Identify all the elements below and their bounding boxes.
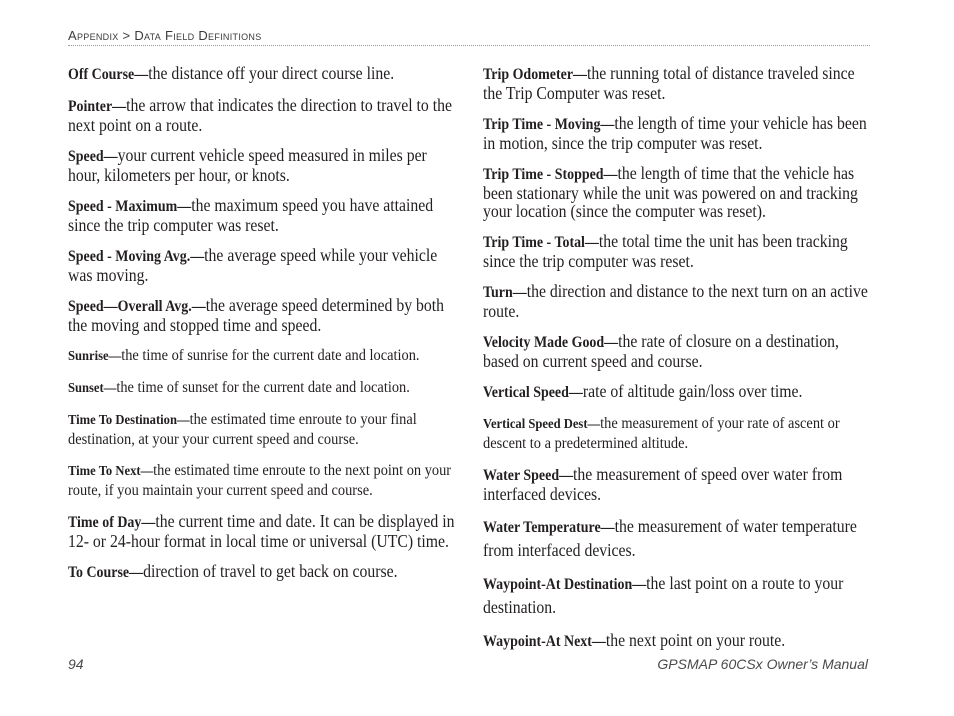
definition-entry — [483, 332, 870, 370]
definition-text: your current vehicle speed measured in miles per hour, kilometers per hour, or knots. — [68, 145, 427, 185]
definition-text: the last point on a route to your destination. — [483, 573, 844, 617]
definition-term: Trip Time - Total— — [483, 234, 599, 251]
definition-entry — [68, 461, 455, 500]
definition-entry — [68, 64, 455, 84]
definition-term: Water Speed— — [483, 467, 574, 484]
definition-term: Off Course— — [68, 66, 149, 83]
definition-text: rate of altitude gain/loss over time. — [582, 381, 803, 401]
page-number: 94 — [68, 656, 84, 672]
definition-text: the direction and distance to the next turn on an active route. — [483, 281, 868, 321]
definition-term: Pointer— — [68, 98, 127, 115]
definition-entry — [483, 572, 870, 619]
definition-entry — [68, 512, 455, 550]
definition-term: Water Temperature— — [483, 519, 615, 536]
definition-entry — [483, 282, 870, 320]
definition-text: the estimated time enroute to the next point on your route, if you maintain your current speed and course. — [68, 462, 452, 499]
definition-text: the average speed while your vehicle was moving. — [68, 245, 438, 285]
definition-entry — [68, 562, 455, 582]
definition-text: the rate of closure on a destination, based on current speed and course. — [483, 331, 839, 371]
definition-term: Trip Time - Stopped— — [483, 166, 618, 183]
left-column — [68, 64, 460, 594]
definition-entry — [483, 164, 870, 220]
definition-text: the next point on your route. — [605, 630, 786, 650]
definition-text: direction of travel to get back on course. — [143, 561, 398, 581]
definition-term: Speed - Maximum— — [68, 198, 192, 215]
definition-entry — [68, 346, 455, 366]
definition-entry — [483, 64, 870, 102]
definition-term: Time To Next— — [68, 464, 154, 479]
definition-term: Speed—Overall Avg.— — [68, 298, 206, 315]
definition-text: the distance off your direct course line. — [148, 63, 395, 83]
definition-term: Trip Time - Moving— — [483, 116, 615, 133]
definition-term: Sunrise— — [68, 349, 122, 364]
definition-term: To Course— — [68, 564, 144, 581]
definition-entry — [68, 296, 455, 334]
definition-term: Sunset— — [68, 381, 117, 396]
definition-text: the length of time that the vehicle has been stationary while the unit was powered on and tracking your location (since the computer was reset). — [483, 163, 858, 221]
definition-entry — [483, 515, 870, 562]
manual-title: GPSMAP 60CSx Owner’s Manual — [657, 656, 868, 672]
header-section: Appendix — [68, 28, 119, 43]
definition-term: Waypoint-At Destination— — [483, 576, 647, 593]
definition-entry — [483, 114, 870, 152]
definition-term: Velocity Made Good— — [483, 334, 619, 351]
header-separator: > — [118, 28, 135, 43]
definition-text: the total time the unit has been tracking since the trip computer was reset. — [483, 231, 848, 271]
definition-entry — [68, 378, 455, 398]
definition-entry — [483, 382, 870, 402]
definition-text: the arrow that indicates the direction to travel to the next point on a route. — [68, 95, 452, 135]
definition-term: Speed— — [68, 148, 118, 165]
definition-term: Vertical Speed— — [483, 384, 583, 401]
header-divider — [68, 45, 870, 46]
definition-term: Speed - Moving Avg.— — [68, 248, 205, 265]
definition-text: the average speed determined by both the moving and stopped time and speed. — [68, 295, 445, 335]
definition-term: Waypoint-At Next— — [483, 633, 606, 650]
header-subsection: Data Field Definitions — [134, 28, 262, 43]
definition-text: the current time and date. It can be displayed in 12- or 24-hour format in local time or universal (UTC) time. — [68, 511, 455, 551]
definition-entry — [68, 410, 455, 449]
definition-text: the measurement of speed over water from interfaced devices. — [483, 464, 843, 504]
running-header — [68, 28, 868, 43]
definition-text: the time of sunrise for the current date and location. — [121, 347, 420, 364]
definition-entry — [483, 232, 870, 270]
definition-term: Turn— — [483, 284, 527, 301]
definition-term: Time To Destination— — [68, 413, 190, 428]
definition-entry — [483, 465, 870, 503]
definition-text: the maximum speed you have attained since the trip computer was reset. — [68, 195, 434, 235]
definition-entry — [68, 96, 455, 134]
definition-text: the length of time your vehicle has been in motion, since the trip computer was reset. — [483, 113, 867, 153]
definition-entry — [68, 146, 455, 184]
definition-text: the measurement of your rate of ascent or descent to a predetermined altitude. — [483, 415, 840, 452]
definition-text: the measurement of water temperature from interfaced devices. — [483, 516, 857, 560]
definition-text: the time of sunset for the current date and location. — [116, 379, 410, 396]
definition-entry — [483, 414, 870, 453]
right-column — [483, 64, 875, 663]
definition-entry — [68, 196, 455, 234]
definition-text: the running total of distance traveled since the Trip Computer was reset. — [483, 63, 855, 103]
definition-entry — [483, 629, 870, 653]
definition-term: Time of Day— — [68, 514, 156, 531]
definition-term: Vertical Speed Dest— — [483, 417, 601, 432]
definition-text: the estimated time enroute to your final destination, at your your current speed and course. — [68, 411, 417, 448]
definition-entry — [68, 246, 455, 284]
definition-term: Trip Odometer— — [483, 66, 587, 83]
